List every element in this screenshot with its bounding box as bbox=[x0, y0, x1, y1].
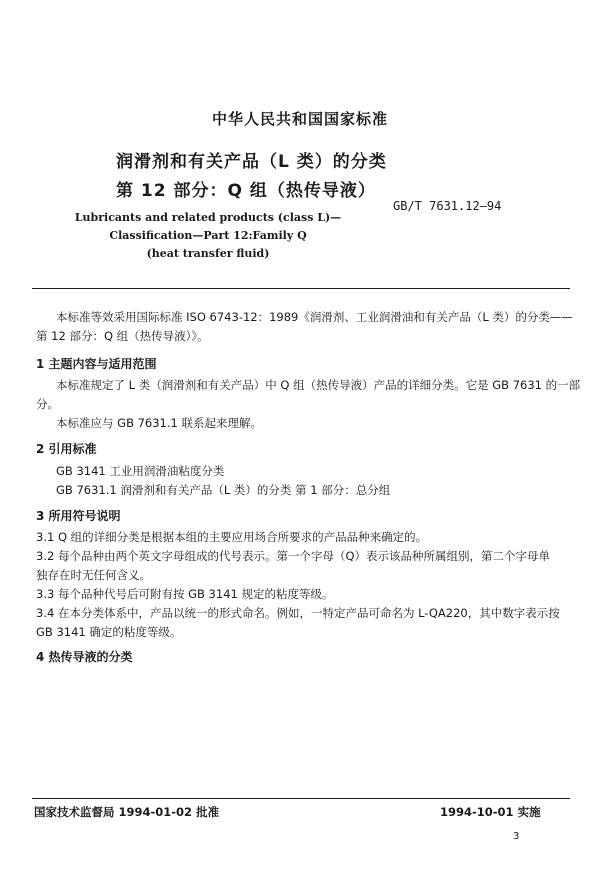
clause-3-2-line1: 3.2 每个品种由两个英文字母组成的代号表示。第一个字母（Q）表示该品种所属组别，第二个字母单 bbox=[36, 549, 550, 563]
section-4-heading: 4 热传导液的分类 bbox=[36, 650, 133, 664]
intro-line2: 第 12 部分：Q 组（热传导液）》。 bbox=[36, 329, 209, 343]
clause-3-4-line2: GB 3141 确定的粘度等级。 bbox=[36, 625, 182, 639]
national-standard-label: 中华人民共和国国家标准 bbox=[211, 110, 388, 128]
page-number: 3 bbox=[513, 831, 520, 842]
implementation-date: 1994-10-01 实施 bbox=[440, 805, 541, 819]
top-divider bbox=[32, 288, 570, 289]
approval-date: 国家技术监督局 1994-01-02 批准 bbox=[34, 805, 220, 819]
standard-code: GB/T 7631.12—94 bbox=[393, 199, 502, 213]
title-en-line3: (heat transfer fluid) bbox=[146, 247, 270, 260]
reference-item: GB 3141 工业用润滑油粘度分类 bbox=[56, 464, 225, 478]
title-en-line1: Lubricants and related products (class L)— bbox=[74, 211, 342, 224]
reference-item: GB 7631.1 润滑剂和有关产品（L 类）的分类 第 1 部分：总分组 bbox=[56, 483, 391, 497]
clause-3-2-line2: 独存在时无任何含义。 bbox=[36, 568, 151, 582]
section-1-para1-line2: 分。 bbox=[36, 397, 59, 411]
clause-3-1: 3.1 Q 组的详细分类是根据本组的主要应用场合所要求的产品品种来确定的。 bbox=[36, 530, 428, 544]
section-3-heading: 3 所用符号说明 bbox=[36, 509, 121, 523]
title-zh-line1: 润滑剂和有关产品（L 类）的分类 bbox=[116, 152, 387, 172]
title-en-line2: Classification—Part 12:Family Q bbox=[109, 229, 307, 242]
section-1-para2: 本标准应与 GB 7631.1 联系起来理解。 bbox=[56, 416, 263, 430]
intro-line1: 本标准等效采用国际标准 ISO 6743-12：1989《润滑剂、工业润滑油和有关产品（L 类）的分类—— bbox=[56, 310, 573, 324]
clause-3-4-line1: 3.4 在本分类体系中，产品以统一的形式命名。例如，一特定产品可命名为 L-QA220，其中数字表示按 bbox=[36, 606, 560, 620]
title-zh-line2: 第 12 部分：Q 组（热传导液） bbox=[116, 181, 376, 201]
section-1-heading: 1 主题内容与适用范围 bbox=[36, 357, 157, 371]
bottom-divider bbox=[32, 798, 570, 799]
clause-3-3: 3.3 每个品种代号后可附有按 GB 3141 规定的粘度等级。 bbox=[36, 587, 334, 601]
section-2-heading: 2 引用标准 bbox=[36, 442, 97, 456]
section-1-para1-line1: 本标准规定了 L 类（润滑剂和有关产品）中 Q 组（热传导液）产品的详细分类。它是 GB 7631 的一部 bbox=[56, 378, 581, 392]
